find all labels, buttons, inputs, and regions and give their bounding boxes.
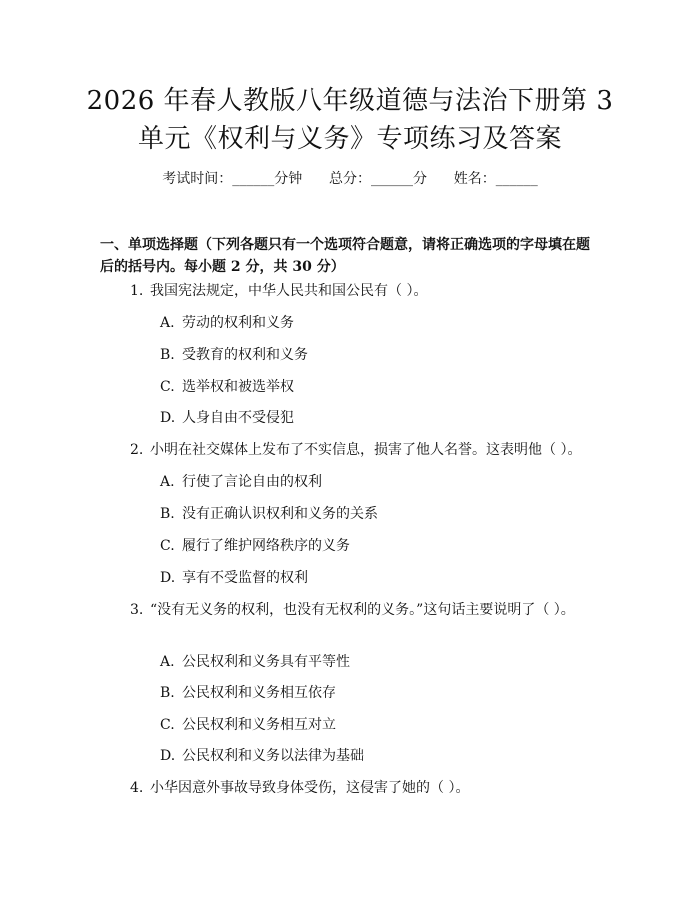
- document-title-line-2: 单元《权利与义务》专项练习及答案: [137, 124, 562, 154]
- option-3c: [160, 715, 600, 735]
- option-2c: [160, 536, 600, 556]
- option-letter: D.: [160, 748, 176, 764]
- option-text: 行使了言论自由的权利: [182, 474, 322, 490]
- option-letter: B.: [160, 685, 175, 701]
- question-number: 3.: [130, 602, 144, 618]
- option-letter: D.: [160, 570, 176, 586]
- question-text: 我国宪法规定，中华人民共和国公民有（ ）。: [150, 283, 428, 299]
- option-2a: [160, 472, 600, 492]
- option-1d: [160, 408, 600, 428]
- option-1c: [160, 377, 600, 397]
- option-text: 公民权利和义务相互对立: [182, 717, 336, 733]
- option-2d: [160, 568, 600, 588]
- question-number: 4.: [130, 780, 144, 796]
- question-text: 小华因意外事故导致身体受伤，这侵害了她的（ ）。: [150, 780, 470, 796]
- question-1: [98, 280, 602, 302]
- option-text: 选举权和被选举权: [182, 379, 294, 395]
- option-letter: C.: [160, 379, 175, 395]
- option-3b: [160, 683, 600, 703]
- option-letter: B.: [160, 347, 175, 363]
- option-text: 享有不受监督的权利: [182, 570, 308, 586]
- question-number: 2.: [130, 442, 144, 458]
- option-letter: C.: [160, 538, 175, 554]
- option-letter: B.: [160, 506, 175, 522]
- option-text: 没有正确认识权利和义务的关系: [182, 506, 378, 522]
- question-number: 1.: [130, 283, 144, 299]
- option-text: 劳动的权利和义务: [182, 315, 294, 331]
- section-heading: 一、单项选择题（下列各题只有一个选项符合题意，请将正确选项的字母填在题后的括号内。每小题 2 分，共 30 分）: [100, 237, 590, 275]
- option-text: 人身自由不受侵犯: [182, 410, 294, 426]
- option-text: 履行了维护网络秩序的义务: [182, 538, 350, 554]
- question-text: “没有无义务的权利，也没有无权利的义务。”这句话主要说明了（ ）。: [150, 602, 575, 618]
- option-text: 公民权利和义务具有平等性: [182, 654, 350, 670]
- option-letter: A.: [160, 315, 175, 331]
- question-4: [98, 777, 602, 799]
- option-1b: [160, 345, 600, 365]
- option-letter: D.: [160, 410, 176, 426]
- question-3: [98, 599, 602, 621]
- option-text: 公民权利和义务以法律为基础: [182, 748, 364, 764]
- exam-meta-line: 考试时间：______分钟 总分：______分 姓名：______: [162, 171, 538, 187]
- option-text: 公民权利和义务相互依存: [182, 685, 336, 701]
- option-letter: A.: [160, 474, 175, 490]
- question-text: 小明在社交媒体上发布了不实信息，损害了他人名誉。这表明他（ ）。: [150, 442, 582, 458]
- option-3d: [160, 746, 600, 766]
- option-1a: [160, 313, 600, 333]
- option-2b: [160, 504, 600, 524]
- document-title-line-1: 2026 年春人教版八年级道德与法治下册第 3: [86, 86, 614, 116]
- question-2: [98, 439, 602, 461]
- option-3a: [160, 652, 600, 672]
- option-letter: A.: [160, 654, 175, 670]
- option-text: 受教育的权利和义务: [182, 347, 308, 363]
- option-letter: C.: [160, 717, 175, 733]
